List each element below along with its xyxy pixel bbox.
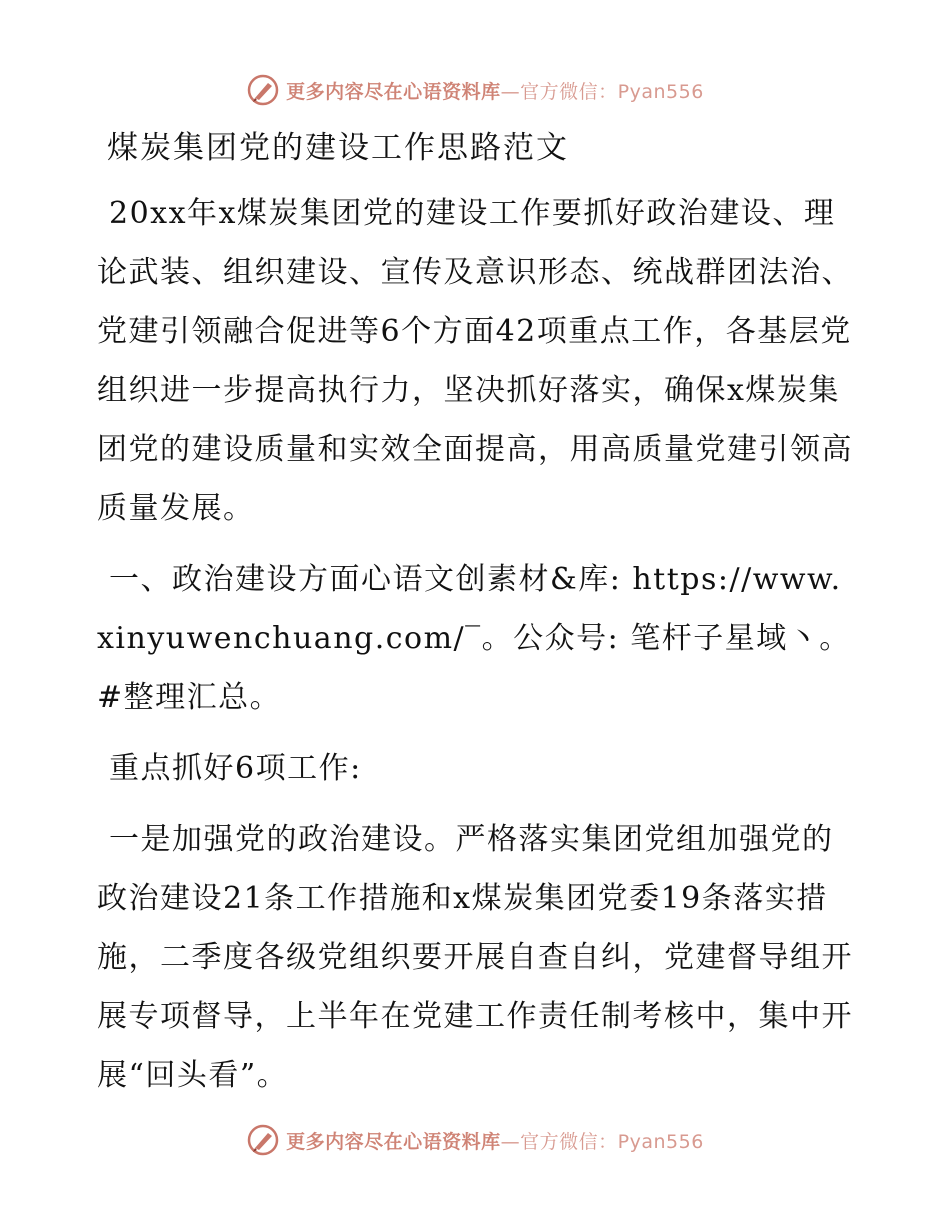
- banner-contact: 官方微信：Pyan556: [520, 80, 704, 103]
- banner-separator: —: [500, 1130, 521, 1153]
- banner-brand: 更多内容尽在心语资料库: [286, 1130, 501, 1153]
- pen-logo-icon: [246, 1123, 280, 1157]
- paragraph-political-construction: 一是加强党的政治建设。严格落实集团党组加强党的政治建设21条工作措施和x煤炭集团党委19条落实措施，二季度各级党组织要开展自查自纠，党建督导组开展专项督导，上半年在党建工作责任制考核中，集中开展“回头看”。: [97, 822, 853, 1093]
- banner-brand: 更多内容尽在心语资料库: [286, 80, 501, 103]
- banner-text: [286, 1127, 704, 1154]
- document-body: [97, 118, 857, 1117]
- paragraph-intro: 20xx年x煤炭集团党的建设工作要抓好政治建设、理论武装、组织建设、宣传及意识形态、统战群团法治、党建引领融合促进等6个方面42项重点工作，各基层党组织进一步提高执行力，坚决抓好落实，确保x煤炭集团党的建设质量和实效全面提高，用高质量党建引领高质量发展。: [97, 196, 853, 526]
- document-title: 煤炭集团党的建设工作思路范文: [107, 130, 569, 166]
- pen-logo-icon: [246, 73, 280, 107]
- header-watermark-banner: [0, 70, 950, 110]
- banner-separator: —: [500, 80, 521, 103]
- paragraph-key-tasks: 重点抓好6项工作:: [109, 751, 362, 786]
- banner-text: [286, 77, 704, 104]
- banner-contact: 官方微信：Pyan556: [520, 1130, 704, 1153]
- paragraph-section-one: 一、政治建设方面心语文创素材&库: https://www.xinyuwenchuang.com/‾。公众号: 笔杆子星域丶。#整理汇总。: [97, 562, 851, 715]
- footer-watermark-banner: [0, 1120, 950, 1160]
